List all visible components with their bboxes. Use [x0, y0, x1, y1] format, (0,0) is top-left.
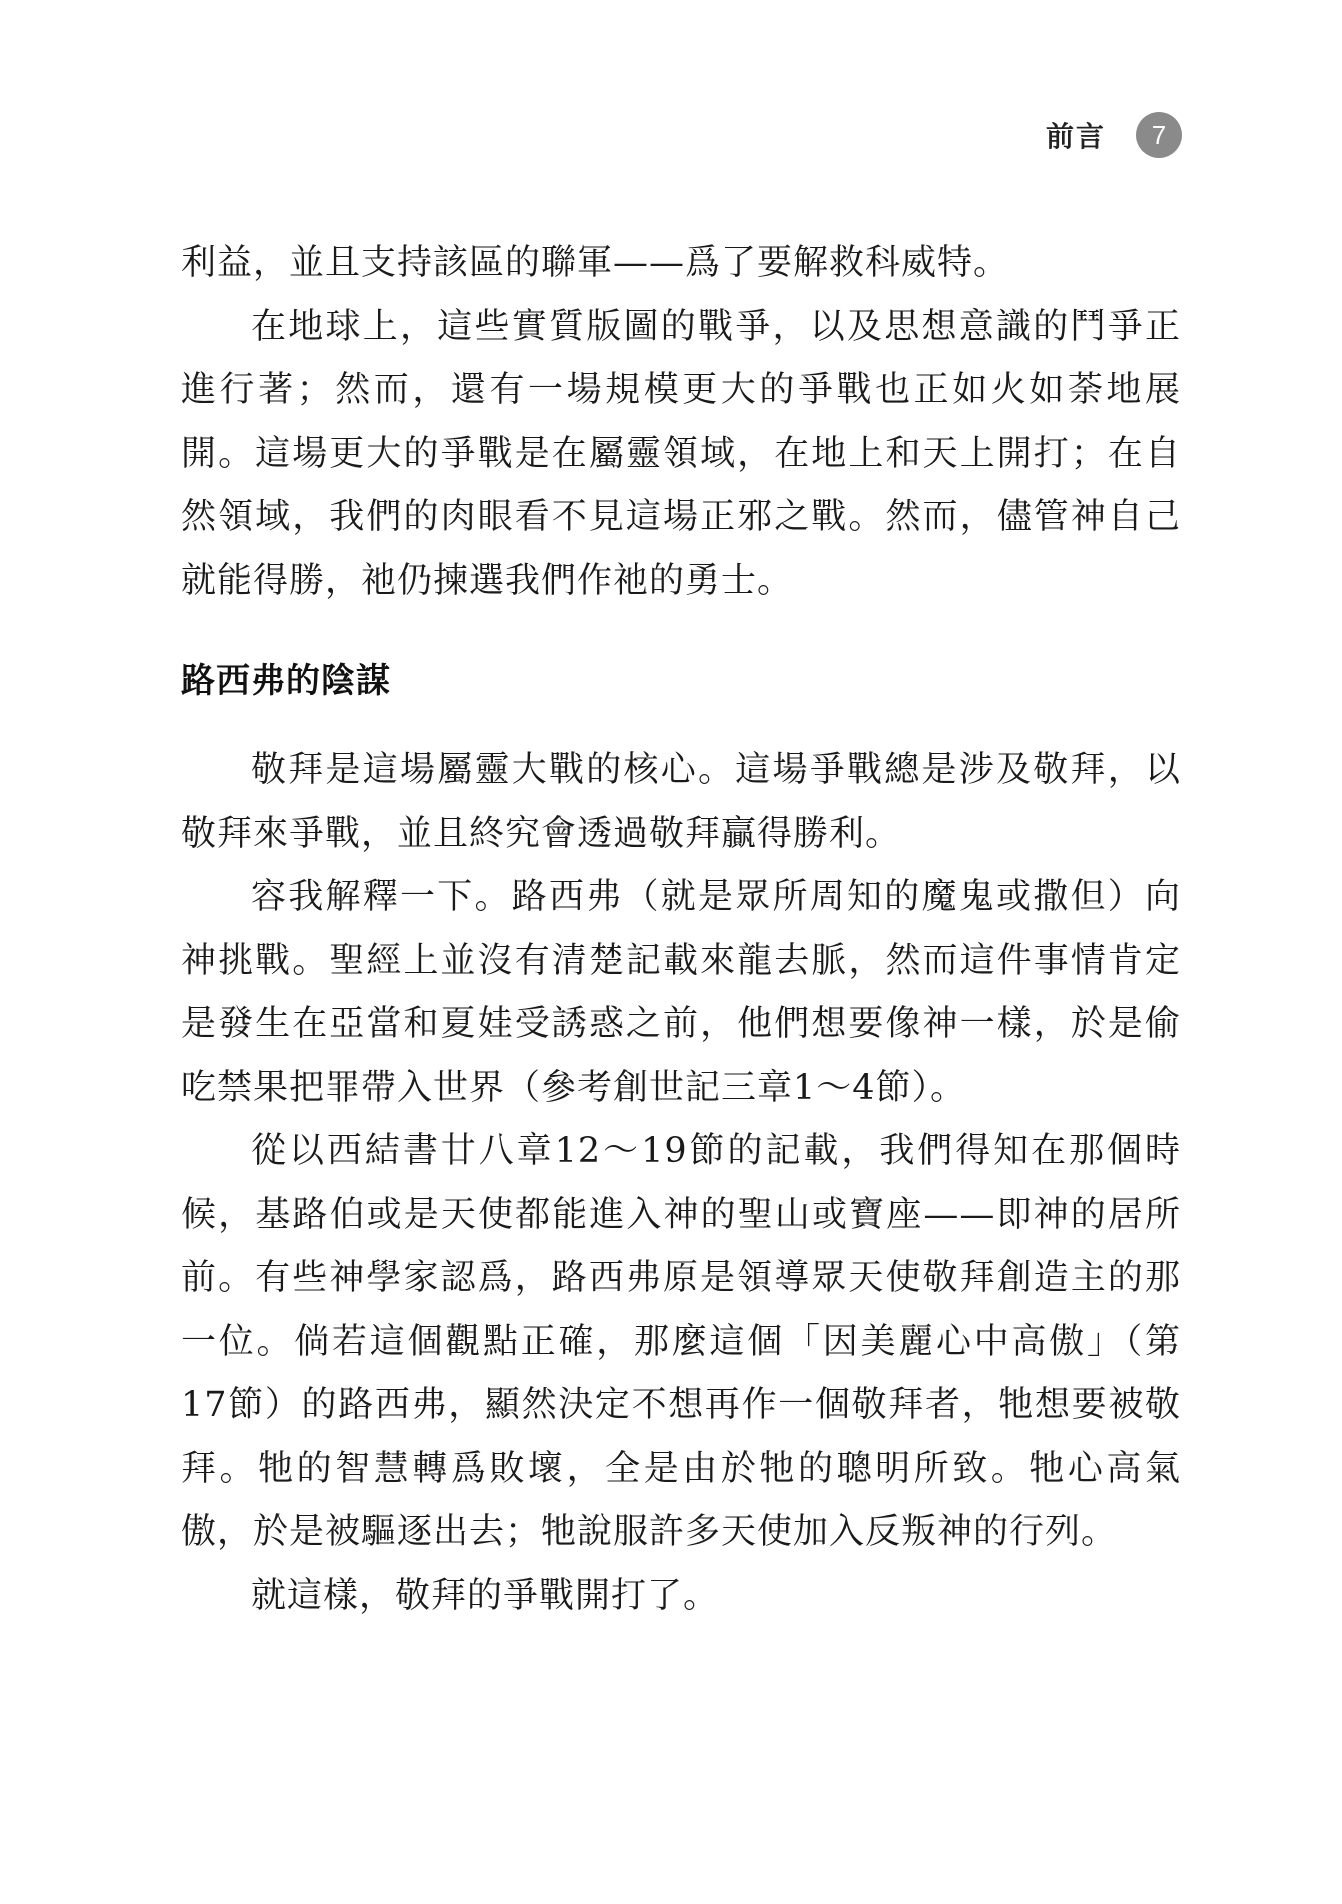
section-heading: 路西弗的陰謀 — [181, 661, 391, 701]
chapter-title: 前言 — [1045, 120, 1106, 153]
paragraph: 從以西結書廿八章12～19節的記載，我們得知在那個時候，基路伯或是天使都能進入神的聖山或寶座——即神的居所前。有些神學家認爲，路西弗原是領導眾天使敬拜創造主的那一位。倘若這個觀點正確，那麼這個「因美麗心中高傲」（第17節）的路西弗，顯然決定不想再作一個敬拜者，牠想要被敬拜。牠的智慧轉爲敗壞，全是由於牠的聰明所致。牠心高氣傲，於是被驅逐出去；牠說服許多天使加入反叛神的行列。 — [181, 1131, 1181, 1552]
page-number-badge: 7 — [1136, 112, 1182, 158]
paragraph: 利益，並且支持該區的聯軍——爲了要解救科威特。 — [181, 243, 1010, 283]
paragraph: 敬拜是這場屬靈大戰的核心。這場爭戰總是涉及敬拜，以敬拜來爭戰，並且終究會透過敬拜贏得勝利。 — [181, 750, 1181, 854]
paragraph: 就這樣，敬拜的爭戰開打了。 — [251, 1575, 720, 1616]
running-header — [1046, 112, 1182, 158]
paragraph: 容我解釋一下。路西弗（就是眾所周知的魔鬼或撒但）向神挑戰。聖經上並沒有清楚記載來龍去脈，然而這件事情肯定是發生在亞當和夏娃受誘惑之前，他們想要像神一樣，於是偷吃禁果把罪帶入世界（參考創世記三章1～4節）。 — [181, 877, 1181, 1108]
paragraph: 在地球上，這些實質版圖的戰爭，以及思想意識的鬥爭正進行著；然而，還有一場規模更大的爭戰也正如火如荼地展開。這場更大的爭戰是在屬靈領域，在地上和天上開打；在自然領域，我們的肉眼看不見這場正邪之戰。然而，儘管神自己就能得勝，祂仍揀選我們作祂的勇士。 — [181, 306, 1181, 601]
page-body — [181, 232, 1181, 1628]
